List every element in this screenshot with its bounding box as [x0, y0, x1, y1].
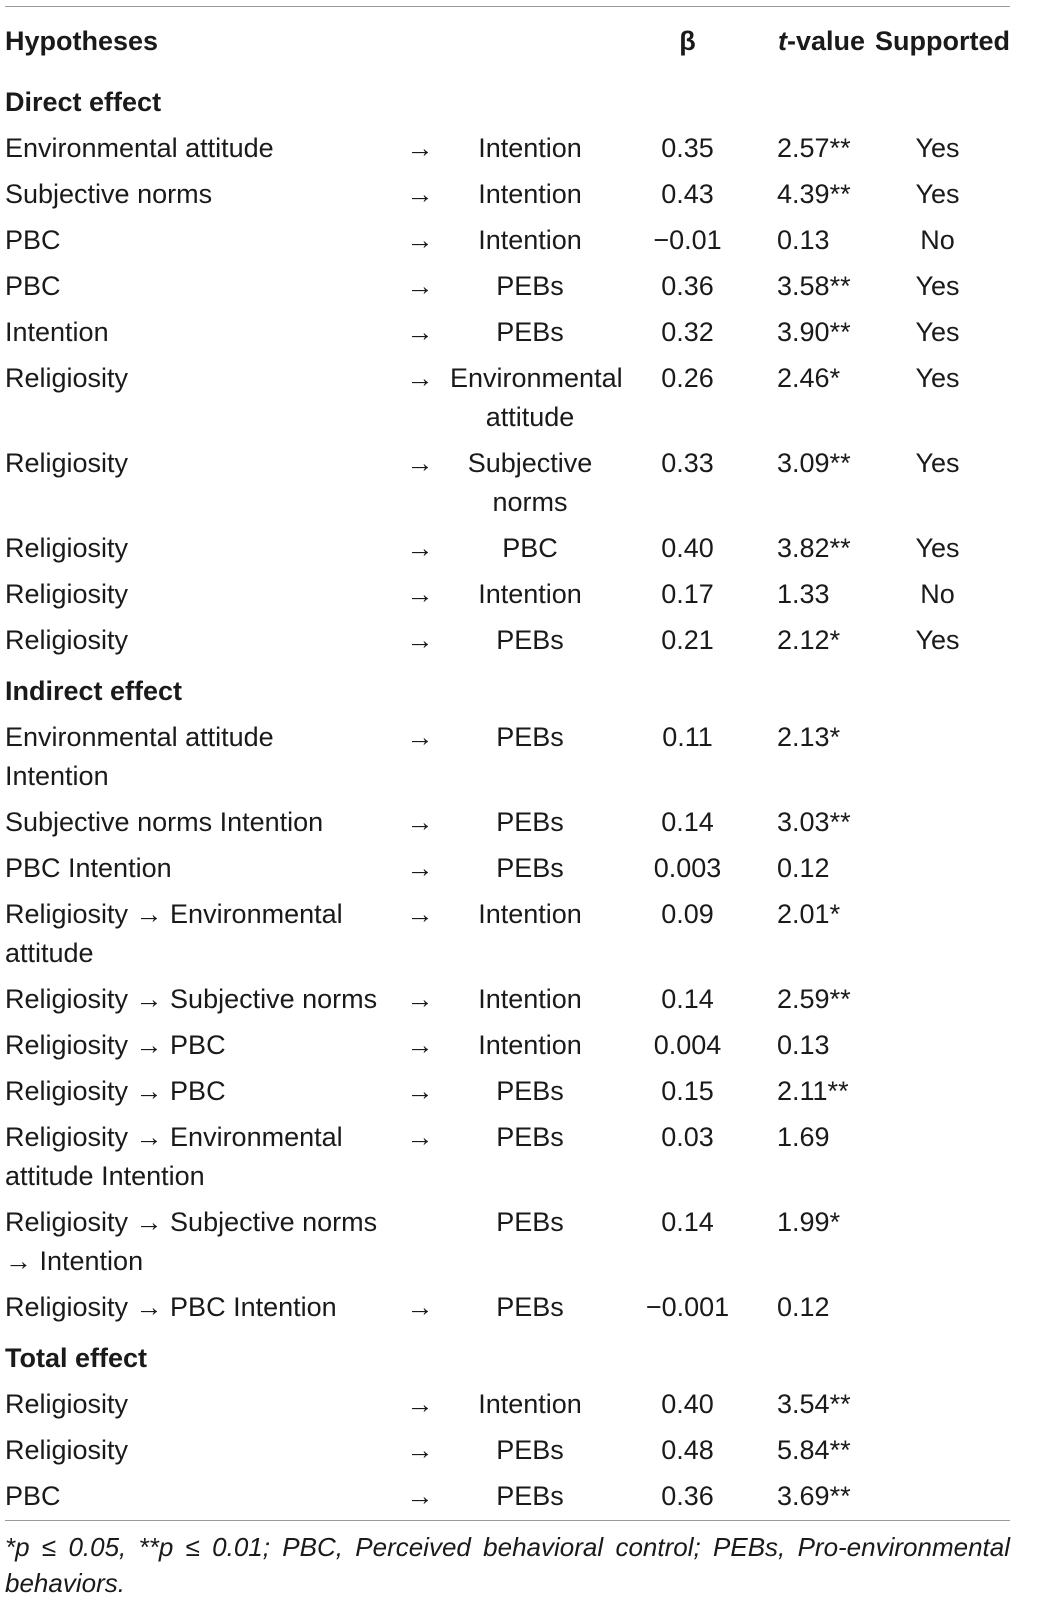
cell-source: Religiosity → PBC [5, 1076, 226, 1106]
table-row [5, 977, 1010, 1023]
cell-t-value: 3.54** [777, 1389, 851, 1419]
cell-source: PBC [5, 271, 61, 301]
cell-supported [865, 977, 1010, 1023]
cell-source: Religiosity → PBC [5, 1030, 226, 1060]
cell-arrow: → [406, 1292, 434, 1322]
cell-beta: 0.09 [661, 899, 714, 929]
cell-beta: −0.001 [645, 1292, 730, 1322]
table-row [5, 800, 1010, 846]
cell-t-value: 4.39** [777, 179, 851, 209]
cell-target: Intention [478, 179, 582, 209]
section-title: Indirect effect [5, 676, 183, 706]
cell-t-value: 0.13 [777, 225, 830, 255]
cell-source: Religiosity → Environmental attitude Intention [5, 1122, 343, 1191]
table-row [5, 264, 1010, 310]
section-title: Total effect [5, 1343, 148, 1373]
table-footnote: *p ≤ 0.05, **p ≤ 0.01; PBC, Perceived behavioral control; PEBs, Pro-environmental behaviors. [5, 1532, 1010, 1598]
table-body [5, 75, 1010, 1520]
cell-target: Environmental attitude [450, 363, 623, 432]
cell-t-value: 3.69** [777, 1481, 851, 1511]
cell-supported [865, 1200, 1010, 1285]
cell-target: Intention [478, 133, 582, 163]
table-row [5, 126, 1010, 172]
table-row [5, 618, 1010, 664]
cell-arrow: → [406, 984, 434, 1014]
section-heading-row [5, 75, 1010, 126]
table-row [5, 1428, 1010, 1474]
cell-arrow: → [406, 225, 434, 255]
cell-supported: Yes [915, 363, 960, 393]
cell-t-value: 2.01* [777, 899, 841, 929]
cell-t-value: 2.46* [777, 363, 841, 393]
cell-arrow: → [406, 722, 434, 752]
cell-supported [865, 1115, 1010, 1200]
section-heading-row [5, 664, 1010, 715]
cell-target: PEBs [496, 317, 564, 347]
cell-beta: 0.14 [661, 1207, 714, 1237]
table-row [5, 218, 1010, 264]
cell-t-value: 2.11** [777, 1076, 849, 1106]
cell-source: Religiosity [5, 448, 129, 478]
cell-source: PBC Intention [5, 853, 172, 883]
cell-beta: 0.36 [661, 271, 714, 301]
table-row [5, 1069, 1010, 1115]
cell-beta: 0.40 [661, 1389, 714, 1419]
cell-supported [865, 1428, 1010, 1474]
cell-target: PEBs [496, 722, 564, 752]
cell-beta: 0.40 [661, 533, 714, 563]
cell-target: PEBs [496, 1435, 564, 1465]
header-t-rest: -value [786, 25, 866, 56]
cell-source: PBC [5, 225, 61, 255]
cell-source: Religiosity [5, 363, 129, 393]
cell-target: PBC [502, 533, 558, 563]
cell-target: PEBs [496, 1076, 564, 1106]
cell-t-value: 3.58** [777, 271, 851, 301]
cell-source: Religiosity → Subjective norms [5, 984, 378, 1014]
cell-t-value: 2.57** [777, 133, 851, 163]
cell-supported: Yes [915, 271, 960, 301]
cell-arrow: → [406, 853, 434, 883]
cell-source: Environmental attitude Intention [5, 722, 274, 791]
cell-arrow: → [406, 271, 434, 301]
cell-target: PEBs [496, 1481, 564, 1511]
table-row [5, 1474, 1010, 1520]
cell-target: PEBs [496, 271, 564, 301]
cell-target: PEBs [496, 1207, 564, 1237]
table-row [5, 1115, 1010, 1200]
cell-source: Religiosity → Environmental attitude [5, 899, 343, 968]
cell-supported [865, 1069, 1010, 1115]
cell-supported [865, 892, 1010, 977]
cell-target: PEBs [496, 807, 564, 837]
cell-arrow: → [406, 1030, 434, 1060]
cell-beta: 0.48 [661, 1435, 714, 1465]
cell-source: Religiosity [5, 533, 129, 563]
cell-source: Intention [5, 317, 109, 347]
table-row [5, 310, 1010, 356]
cell-beta: 0.43 [661, 179, 714, 209]
cell-arrow: → [406, 533, 434, 563]
cell-supported: Yes [915, 533, 960, 563]
section-heading-row [5, 1331, 1010, 1382]
cell-supported [865, 1382, 1010, 1428]
header-t-italic: t [777, 25, 787, 56]
cell-beta: 0.11 [662, 722, 713, 752]
cell-supported: No [920, 579, 955, 609]
cell-arrow: → [406, 133, 434, 163]
cell-arrow: → [406, 1481, 434, 1511]
cell-t-value: 3.09** [777, 448, 851, 478]
cell-arrow: → [406, 448, 434, 478]
header-hypotheses: Hypotheses [5, 25, 159, 56]
cell-supported: Yes [915, 317, 960, 347]
cell-supported [865, 715, 1010, 800]
cell-supported [865, 1474, 1010, 1520]
table-row [5, 1382, 1010, 1428]
cell-arrow: → [406, 317, 434, 347]
cell-supported: Yes [915, 133, 960, 163]
cell-supported: Yes [915, 179, 960, 209]
cell-beta: 0.004 [653, 1030, 722, 1060]
cell-beta: 0.003 [653, 853, 722, 883]
cell-t-value: 3.90** [777, 317, 851, 347]
table-row [5, 441, 1010, 526]
cell-beta: 0.14 [661, 807, 714, 837]
cell-beta: 0.21 [661, 625, 714, 655]
table-row [5, 356, 1010, 441]
cell-target: Intention [478, 984, 582, 1014]
table-row [5, 1200, 1010, 1285]
cell-beta: 0.14 [661, 984, 714, 1014]
cell-arrow: → [406, 899, 434, 929]
cell-target: PEBs [496, 1292, 564, 1322]
table-row [5, 172, 1010, 218]
cell-beta: 0.33 [661, 448, 714, 478]
table-row [5, 846, 1010, 892]
table-header [5, 7, 1010, 75]
cell-target: Intention [478, 225, 582, 255]
cell-source: Environmental attitude [5, 133, 274, 163]
cell-beta: 0.17 [661, 579, 714, 609]
cell-arrow: → [406, 579, 434, 609]
cell-source: Religiosity → PBC Intention [5, 1292, 337, 1322]
header-beta: β [679, 25, 696, 56]
cell-supported [865, 846, 1010, 892]
cell-t-value: 3.03** [777, 807, 851, 837]
table-row [5, 1023, 1010, 1069]
results-table-container [5, 6, 1010, 1601]
cell-source: Subjective norms [5, 179, 213, 209]
cell-beta: 0.15 [661, 1076, 714, 1106]
header-t-value [765, 7, 865, 75]
cell-source: Religiosity [5, 1435, 129, 1465]
cell-t-value: 1.99* [777, 1207, 841, 1237]
cell-t-value: 1.69 [777, 1122, 830, 1152]
cell-source: Religiosity [5, 579, 129, 609]
cell-source: PBC [5, 1481, 61, 1511]
cell-target: Subjective norms [467, 448, 593, 517]
hypotheses-table [5, 7, 1010, 1520]
cell-arrow: → [406, 363, 434, 393]
cell-beta: 0.36 [661, 1481, 714, 1511]
cell-t-value: 1.33 [777, 579, 830, 609]
cell-beta: 0.35 [661, 133, 714, 163]
cell-beta: 0.26 [661, 363, 714, 393]
cell-t-value: 2.13* [777, 722, 841, 752]
cell-target: PEBs [496, 853, 564, 883]
cell-arrow: → [406, 1122, 434, 1152]
cell-t-value: 0.12 [777, 853, 830, 883]
cell-t-value: 0.13 [777, 1030, 830, 1060]
cell-arrow: → [406, 1435, 434, 1465]
cell-supported: Yes [915, 448, 960, 478]
cell-source: Religiosity → Subjective norms → Intention [5, 1207, 378, 1276]
cell-beta: −0.01 [653, 225, 722, 255]
bottom-rule [5, 1520, 1010, 1521]
header-supported: Supported [875, 25, 1011, 56]
cell-source: Subjective norms Intention [5, 807, 324, 837]
cell-supported [865, 800, 1010, 846]
cell-t-value: 2.59** [777, 984, 851, 1014]
cell-beta: 0.32 [661, 317, 714, 347]
cell-supported: No [920, 225, 955, 255]
cell-target: Intention [478, 899, 582, 929]
cell-arrow [390, 1200, 450, 1285]
table-row [5, 572, 1010, 618]
cell-beta: 0.03 [661, 1122, 714, 1152]
cell-arrow: → [406, 179, 434, 209]
cell-arrow: → [406, 807, 434, 837]
table-row [5, 715, 1010, 800]
cell-t-value: 0.12 [777, 1292, 830, 1322]
cell-t-value: 3.82** [777, 533, 851, 563]
section-title: Direct effect [5, 87, 162, 117]
cell-supported [865, 1285, 1010, 1331]
cell-t-value: 2.12* [777, 625, 841, 655]
table-row [5, 1285, 1010, 1331]
cell-target: Intention [478, 1389, 582, 1419]
cell-target: PEBs [496, 1122, 564, 1152]
cell-source: Religiosity [5, 1389, 129, 1419]
cell-target: Intention [478, 579, 582, 609]
cell-t-value: 5.84** [777, 1435, 851, 1465]
cell-target: Intention [478, 1030, 582, 1060]
cell-target: PEBs [496, 625, 564, 655]
cell-arrow: → [406, 1076, 434, 1106]
cell-arrow: → [406, 1389, 434, 1419]
cell-supported: Yes [915, 625, 960, 655]
cell-arrow: → [406, 625, 434, 655]
cell-supported [865, 1023, 1010, 1069]
cell-source: Religiosity [5, 625, 129, 655]
table-row [5, 892, 1010, 977]
table-row [5, 526, 1010, 572]
header-row [5, 7, 1010, 75]
